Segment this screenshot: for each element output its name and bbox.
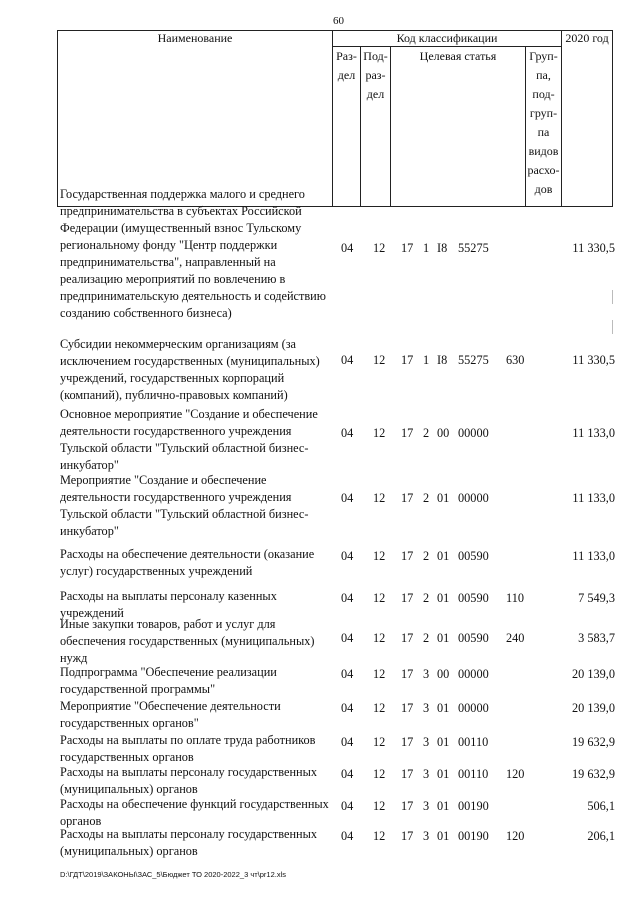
code-cell: 110 xyxy=(506,591,524,605)
amount-cell: 11 133,0 xyxy=(572,491,615,505)
code-cell: 17 xyxy=(401,591,414,605)
code-cell: 1 xyxy=(423,241,430,255)
code-cell: 3 xyxy=(423,701,430,715)
code-cell: 630 xyxy=(506,353,525,367)
code-cell: 17 xyxy=(401,735,414,749)
code-cell: 17 xyxy=(401,829,414,843)
code-cell: 00190 xyxy=(458,799,489,813)
code-cell: 00590 xyxy=(458,591,489,605)
code-cell: 04 xyxy=(341,426,354,440)
code-cell: 55275 xyxy=(458,353,489,367)
code-cell: 04 xyxy=(341,829,354,843)
code-cell: 04 xyxy=(341,549,354,563)
code-cell: 240 xyxy=(506,631,525,645)
amount-cell: 20 139,0 xyxy=(571,701,615,715)
header-name: Наименование xyxy=(58,31,333,207)
code-cell: 12 xyxy=(373,701,386,715)
code-cell: 3 xyxy=(423,767,430,781)
amount-cell: 19 632,9 xyxy=(571,735,615,749)
code-cell: 1 xyxy=(423,353,430,367)
code-cell: I8 xyxy=(437,241,448,255)
amount-cell: 11 330,5 xyxy=(572,241,615,255)
code-cell: 04 xyxy=(341,491,354,505)
row-name: Расходы на выплаты персоналу государственных (муниципальных) органов xyxy=(60,827,318,858)
code-cell: 00590 xyxy=(458,549,489,563)
code-cell: 00190 xyxy=(458,829,489,843)
code-cell: 120 xyxy=(506,829,525,843)
table-header xyxy=(57,30,613,207)
code-cell: 12 xyxy=(373,491,386,505)
code-cell: 17 xyxy=(401,799,414,813)
code-cell: 00590 xyxy=(458,631,489,645)
code-cell: 3 xyxy=(423,799,430,813)
row-name: Расходы на выплаты по оплате труда работников государственных органов xyxy=(60,733,316,764)
code-cell: 01 xyxy=(437,631,450,645)
code-cell: 04 xyxy=(341,667,354,681)
row-name: Расходы на обеспечение функций государственных органов xyxy=(60,797,329,828)
code-cell: 01 xyxy=(437,591,450,605)
amount-cell: 7 549,3 xyxy=(578,591,615,605)
code-cell: 01 xyxy=(437,491,450,505)
code-cell: 12 xyxy=(373,799,386,813)
code-cell: 01 xyxy=(437,799,450,813)
code-cell: 04 xyxy=(341,701,354,715)
amount-cell: 19 632,9 xyxy=(571,767,615,781)
code-cell: 01 xyxy=(437,767,450,781)
code-cell: 00000 xyxy=(458,701,489,715)
code-cell: 01 xyxy=(437,701,450,715)
code-cell: 00 xyxy=(437,426,450,440)
margin-scan-mark xyxy=(612,290,613,304)
code-cell: 12 xyxy=(373,667,386,681)
amount-cell: 11 133,0 xyxy=(572,549,615,563)
amount-cell: 206,1 xyxy=(587,829,615,843)
code-cell: 55275 xyxy=(458,241,489,255)
code-cell: 01 xyxy=(437,549,450,563)
row-name: Расходы на выплаты персоналу казенных учреждений xyxy=(60,589,277,620)
amount-cell: 20 139,0 xyxy=(571,667,615,681)
code-cell: 04 xyxy=(341,767,354,781)
code-cell: 12 xyxy=(373,591,386,605)
row-name: Мероприятие "Создание и обеспечение деятельности государственного учреждения Тульской области "Тульский областной бизнес-инкубатор" xyxy=(60,473,309,538)
row-name: Расходы на выплаты персоналу государственных (муниципальных) органов xyxy=(60,765,318,796)
code-cell: 00000 xyxy=(458,667,489,681)
code-cell: 3 xyxy=(423,667,430,681)
code-cell: 12 xyxy=(373,829,386,843)
code-cell: 3 xyxy=(423,829,430,843)
amount-cell: 3 583,7 xyxy=(578,631,615,645)
code-cell: 2 xyxy=(423,631,430,645)
row-name: Мероприятие "Обеспечение деятельности государственных органов" xyxy=(60,699,281,730)
code-cell: 3 xyxy=(423,735,430,749)
code-cell: 17 xyxy=(401,353,414,367)
file-path-footer: D:\ГДТ\2019\ЗАКОНЫ\ЗАС_5\Бюджет ТО 2020-2022_3 чт\pr12.xls xyxy=(60,870,287,879)
code-cell: I8 xyxy=(437,353,448,367)
code-cell: 120 xyxy=(506,767,525,781)
code-cell: 17 xyxy=(401,549,414,563)
code-cell: 04 xyxy=(341,631,354,645)
header-tselevaya: Целевая статья xyxy=(391,47,526,207)
code-cell: 2 xyxy=(423,491,430,505)
code-cell: 17 xyxy=(401,631,414,645)
code-cell: 17 xyxy=(401,426,414,440)
code-cell: 04 xyxy=(341,799,354,813)
code-cell: 17 xyxy=(401,667,414,681)
code-cell: 17 xyxy=(401,767,414,781)
code-cell: 04 xyxy=(341,241,354,255)
code-cell: 12 xyxy=(373,631,386,645)
header-gruppa: Груп- па, под- груп- па видов расхо- дов xyxy=(526,47,562,207)
code-cell: 12 xyxy=(373,426,386,440)
code-cell: 2 xyxy=(423,549,430,563)
code-cell: 00110 xyxy=(458,735,489,749)
code-cell: 00000 xyxy=(458,426,489,440)
code-cell: 04 xyxy=(341,591,354,605)
code-cell: 17 xyxy=(401,241,414,255)
code-cell: 04 xyxy=(341,735,354,749)
margin-scan-mark xyxy=(612,320,613,334)
code-cell: 12 xyxy=(373,767,386,781)
header-razdel: Раз- дел xyxy=(333,47,361,207)
header-year: 2020 год xyxy=(562,31,613,207)
row-name: Иные закупки товаров, работ и услуг для обеспечения государственных (муниципальных) нужд xyxy=(60,617,315,665)
code-cell: 00000 xyxy=(458,491,489,505)
amount-cell: 11 133,0 xyxy=(572,426,615,440)
code-cell: 17 xyxy=(401,701,414,715)
row-name: Основное мероприятие "Создание и обеспечение деятельности государственного учреждения Тульской области "Тульский областной бизнес-инкубатор" xyxy=(60,407,318,472)
code-cell: 2 xyxy=(423,591,430,605)
amount-cell: 506,1 xyxy=(587,799,615,813)
code-cell: 12 xyxy=(373,549,386,563)
code-cell: 01 xyxy=(437,829,450,843)
header-code-group: Код классификации xyxy=(333,31,562,47)
row-name: Подпрограмма "Обеспечение реализации государственной программы" xyxy=(60,665,277,696)
row-name: Субсидии некоммерческим организациям (за исключением государственных (муниципальных) учреждений, государственных корпораций (компаний), публично-правовых компаний) xyxy=(60,337,320,402)
header-podrazdel: Под- раз- дел xyxy=(361,47,391,207)
code-cell: 00 xyxy=(437,667,450,681)
row-name: Государственная поддержка малого и среднего предпринимательства в субъектах Российской Федерации (имущественный взнос Тульскому региональному фонду "Центр поддержки предпринимательства", направленный на реализацию мероприятий по вовлечению в предпринимательскую деятельность и содействию созданию собственного бизнеса) xyxy=(60,187,326,320)
code-cell: 2 xyxy=(423,426,430,440)
code-cell: 12 xyxy=(373,353,386,367)
page-number: 60 xyxy=(333,15,344,27)
code-cell: 01 xyxy=(437,735,450,749)
row-name: Расходы на обеспечение деятельности (оказание услуг) государственных учреждений xyxy=(60,547,315,578)
code-cell: 12 xyxy=(373,241,386,255)
code-cell: 12 xyxy=(373,735,386,749)
code-cell: 17 xyxy=(401,491,414,505)
code-cell: 00110 xyxy=(458,767,489,781)
amount-cell: 11 330,5 xyxy=(572,353,615,367)
code-cell: 04 xyxy=(341,353,354,367)
